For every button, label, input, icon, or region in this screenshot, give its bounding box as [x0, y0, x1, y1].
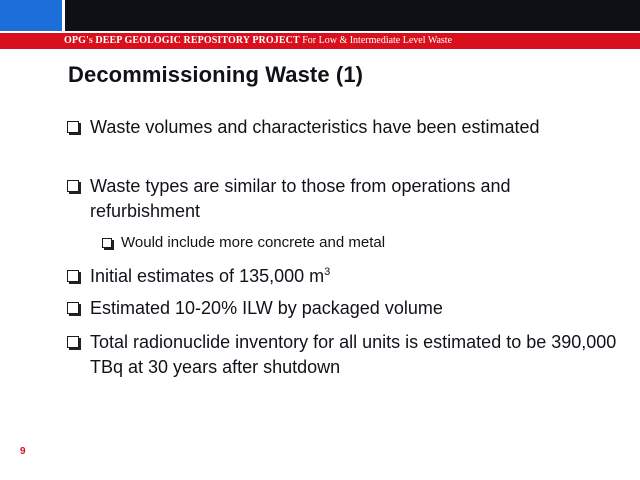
page-number: 9: [20, 446, 26, 457]
bullet-text: Waste types are similar to those from operations and refurbishment: [90, 176, 511, 221]
bullet-superscript: 3: [324, 266, 331, 278]
bullet-item: [67, 115, 617, 140]
top-blue-box: [0, 0, 62, 31]
project-title: OPG's DEEP GEOLOGIC REPOSITORY PROJECT: [64, 35, 300, 46]
bullet-text: Total radionuclide inventory for all units is estimated to be 390,000 TBq at 30 years after shutdown: [90, 332, 617, 377]
checkbox-icon: [67, 270, 79, 282]
checkbox-icon: [67, 121, 79, 133]
slide-title: Decommissioning Waste (1): [68, 62, 364, 87]
sub-bullet-text: Would include more concrete and metal: [121, 234, 386, 251]
checkbox-icon: [67, 336, 79, 348]
checkbox-icon: [67, 302, 79, 314]
bullet-text: Estimated 10-20% ILW by packaged volume: [90, 298, 443, 318]
bullet-item: [67, 174, 617, 224]
sub-bullet-item: [102, 233, 602, 253]
bullet-main-text: Initial estimates of 135,000 m: [90, 266, 325, 286]
bullet-text: [90, 264, 617, 289]
checkbox-icon: [67, 180, 79, 192]
bullet-item: [67, 296, 617, 321]
bullet-item: [67, 264, 617, 289]
project-subtitle: For Low & Intermediate Level Waste: [302, 35, 453, 46]
project-banner-text: [64, 34, 452, 48]
bullet-item: [67, 330, 617, 380]
top-dark-bar: [0, 0, 640, 31]
checkbox-icon: [102, 238, 112, 248]
top-bar-separator: [62, 0, 65, 31]
bullet-text: Waste volumes and characteristics have been estimated: [90, 117, 540, 137]
